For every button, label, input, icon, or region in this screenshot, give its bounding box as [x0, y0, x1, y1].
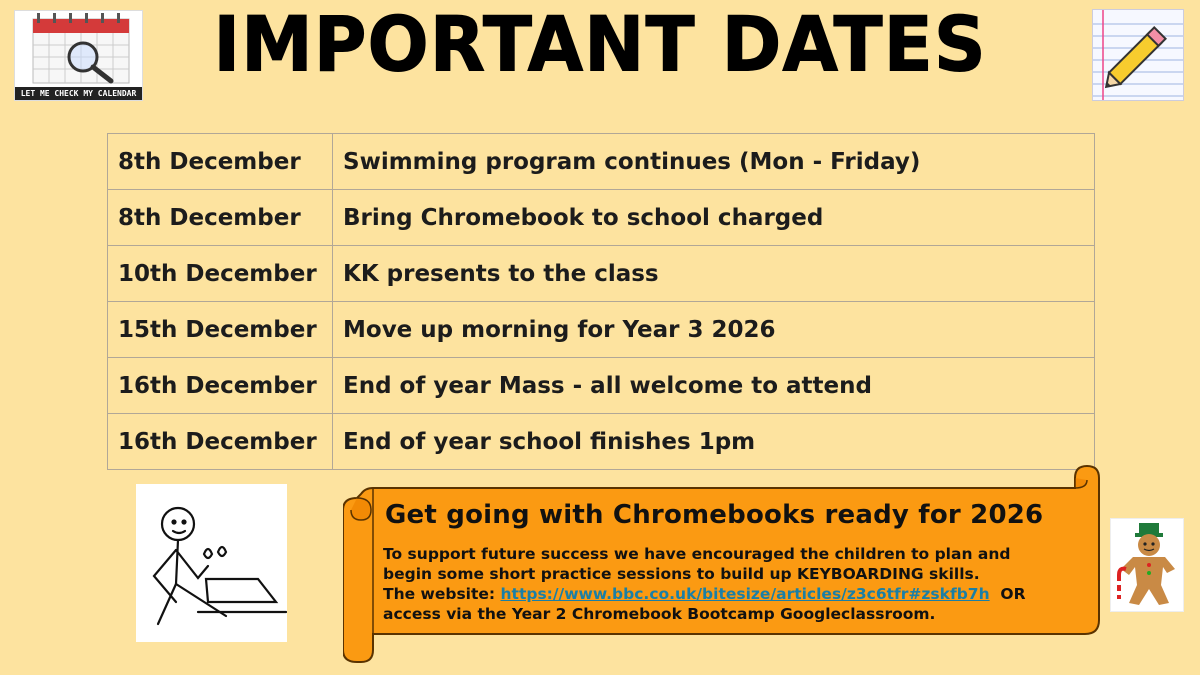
date-cell: 8th December [108, 134, 333, 190]
gingerbread-man-icon [1111, 519, 1183, 611]
bitesize-link[interactable]: https://www.bbc.co.uk/bitesize/articles/z3c6tfr#zskfb7h [500, 585, 990, 603]
date-cell: 16th December [108, 414, 333, 470]
date-cell: 10th December [108, 246, 333, 302]
event-cell: KK presents to the class [333, 246, 1095, 302]
website-prefix: The website: [383, 585, 501, 603]
notice-line-1: To support future success we have encouraged the children to plan and [383, 545, 1011, 563]
gingerbread-image [1110, 518, 1184, 612]
chromebook-notice-scroll [343, 464, 1103, 664]
event-cell: End of year Mass - all welcome to attend [333, 358, 1095, 414]
website-suffix: OR [989, 585, 1026, 603]
important-dates-table [107, 133, 1095, 470]
notice-body [383, 544, 1083, 624]
table-row [108, 358, 1095, 414]
notice-line-4: access via the Year 2 Chromebook Bootcamp Googleclassroom. [383, 605, 936, 623]
pencil-image [1092, 9, 1184, 101]
calendar-image [14, 10, 143, 101]
date-cell: 8th December [108, 190, 333, 246]
pencil-notepad-icon [1093, 10, 1183, 100]
table-row [108, 302, 1095, 358]
table-row [108, 246, 1095, 302]
stick-figure-laptop-icon [136, 484, 287, 642]
table-row [108, 414, 1095, 470]
event-cell: Bring Chromebook to school charged [333, 190, 1095, 246]
event-cell: Move up morning for Year 3 2026 [333, 302, 1095, 358]
stick-figure-image [136, 484, 287, 642]
notice-website-line [383, 584, 1083, 604]
event-cell: Swimming program continues (Mon - Friday) [333, 134, 1095, 190]
table-row [108, 190, 1095, 246]
calendar-magnifier-icon [15, 11, 142, 87]
notice-line-2: begin some short practice sessions to build up KEYBOARDING skills. [383, 565, 980, 583]
table-row [108, 134, 1095, 190]
notice-title: Get going with Chromebooks ready for 2026 [385, 500, 1044, 530]
page-title: IMPORTANT DATES [213, 0, 987, 89]
calendar-caption: LET ME CHECK MY CALENDAR [15, 87, 142, 100]
event-cell: End of year school finishes 1pm [333, 414, 1095, 470]
date-cell: 15th December [108, 302, 333, 358]
date-cell: 16th December [108, 358, 333, 414]
